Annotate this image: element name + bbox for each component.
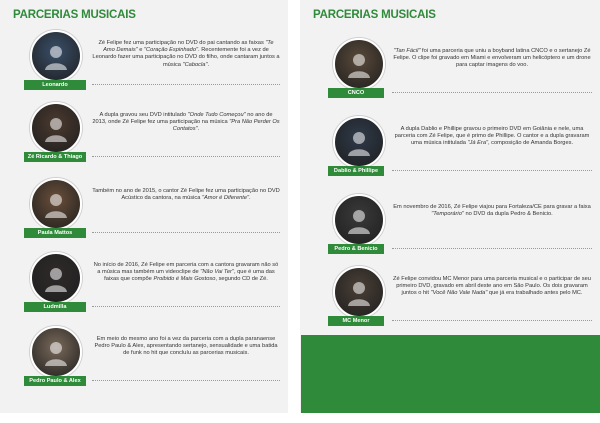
left-page	[0, 0, 288, 413]
partnership-description: No início de 2016, Zé Felipe em parceria com a cantora gravaram não só a música mas também um videoclipe de "Não Vai Ter", que é uma das faixas que compõe Proibido é Mais Gostoso, segundo CD de Zé.	[93, 262, 279, 283]
artist-name-label: Leonardo	[24, 80, 86, 90]
person-photo-icon	[335, 118, 383, 166]
partnership-entry	[0, 252, 288, 322]
person-photo-icon	[335, 40, 383, 88]
dotted-separator	[92, 156, 280, 157]
artist-name-label: Ludmilla	[24, 302, 86, 312]
partnership-entry	[300, 194, 600, 264]
partnership-description: Em novembro de 2016, Zé Felipe viajou para Fortaleza/CE para gravar a faixa "Temporário" no DVD da dupla Pedro & Benicio.	[393, 204, 591, 218]
partnership-entry	[300, 38, 600, 108]
partnership-entry	[0, 30, 288, 100]
person-photo-icon	[32, 180, 80, 228]
partnership-entry	[300, 266, 600, 336]
artist-photo	[333, 194, 385, 246]
artist-name-label: Dablio & Phillipe	[328, 166, 384, 176]
person-photo-icon	[32, 328, 80, 376]
artist-name-label: Zé Ricardo & Thiago	[24, 152, 86, 162]
artist-name-label: Pedro & Benicio	[328, 244, 384, 254]
artist-photo	[30, 326, 82, 378]
artist-photo	[333, 116, 385, 168]
partnership-entry	[0, 102, 288, 172]
artist-name-label: MC Menor	[328, 316, 384, 326]
artist-name-label: Paula Mattos	[24, 228, 86, 238]
partnership-description: Zé Felipe convidou MC Menor para uma parceria musical e o participar de seu primeiro DVD, gravado em abril deste ano em São Paulo. Os dois gravaram juntos o hit "Você Não Vale Nada" que já era trabalhado antes pelo MC.	[393, 276, 591, 297]
partnership-entry	[0, 178, 288, 248]
green-footer-band	[301, 335, 600, 413]
dotted-separator	[392, 248, 592, 249]
artist-name-label: Pedro Paulo & Alex	[24, 376, 86, 386]
artist-photo	[30, 252, 82, 304]
partnership-description: Zé Felipe fez uma participação no DVD do pai cantando as faixas "Te Amo Demais" e "Coração Espinhado". Recentemente foi a vez de Leonardo fazer uma participação no DVD do filho, onde cantaram juntos a música "Cabocla".	[92, 40, 280, 68]
page-heading: PARCERIAS MUSICAIS	[13, 9, 136, 21]
artist-photo	[333, 38, 385, 90]
artist-photo	[333, 266, 385, 318]
partnership-description: Também no ano de 2015, o cantor Zé Felipe fez uma participação no DVD Acústico da cantora, na música "Amor é Diferente".	[92, 188, 280, 202]
partnership-description: A dupla Dablio e Phillipe gravou o primeiro DVD em Goiânia e nele, uma parceria com Zé Felipe, que é primo de Phillipe. O cantor e a dupla gravaram uma música intitulada "Já Era", composição de Amanda Borges.	[394, 126, 590, 147]
artist-name-label: CNCO	[328, 88, 384, 98]
dotted-separator	[392, 92, 592, 93]
partnership-description: A dupla gravou seu DVD intitulado "Onde Tudo Começou" no ano de 2013, onde Zé Felipe fez uma participação na música "Pra Não Perder Os Contatos".	[92, 112, 280, 133]
dotted-separator	[92, 380, 280, 381]
dotted-separator	[92, 84, 280, 85]
person-photo-icon	[335, 196, 383, 244]
partnership-description: "Tan Fácil" foi uma parceria que uniu a boyband latina CNCO e o sertanejo Zé Felipe. O clipe foi gravado em Miami e envolveram um helicóptero e um drone para captar imagens do voo.	[393, 48, 591, 69]
partnership-entry	[300, 116, 600, 186]
artist-photo	[30, 102, 82, 154]
person-photo-icon	[32, 32, 80, 80]
dotted-separator	[92, 232, 280, 233]
dotted-separator	[392, 320, 592, 321]
person-photo-icon	[32, 254, 80, 302]
person-photo-icon	[32, 104, 80, 152]
partnership-description: Em meio do mesmo ano foi a vez da parceria com a dupla paranaense Pedro Paulo & Alex, apresentando sertanejo, sensualidade e uma batida de funk no hit que concluíu as parcerias musicais.	[94, 336, 278, 357]
partnership-entry	[0, 326, 288, 396]
artist-photo	[30, 30, 82, 82]
person-photo-icon	[335, 268, 383, 316]
dotted-separator	[92, 306, 280, 307]
dotted-separator	[392, 170, 592, 171]
artist-photo	[30, 178, 82, 230]
page-heading: PARCERIAS MUSICAIS	[313, 9, 436, 21]
